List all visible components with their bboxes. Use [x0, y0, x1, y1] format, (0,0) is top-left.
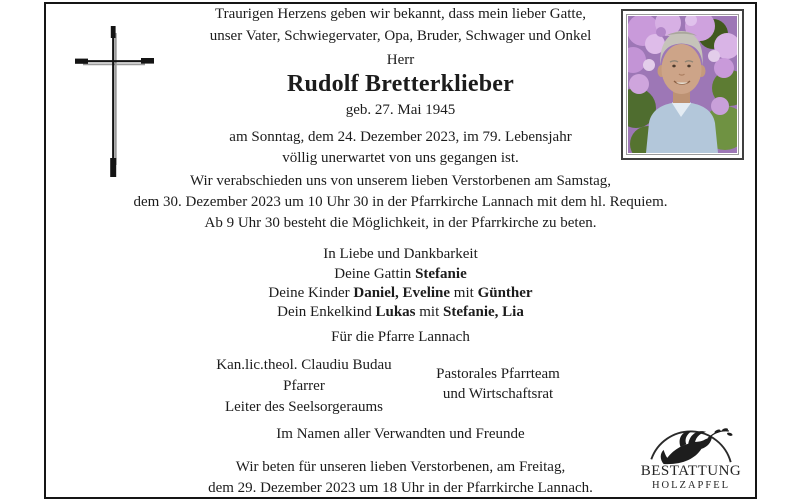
grandchild-connector: mit	[419, 304, 440, 320]
children-partner: Günther	[477, 285, 533, 301]
grandchild-companions: Stefanie, Lia	[443, 304, 524, 320]
funeral-home-name: BESTATTUNG	[640, 463, 742, 479]
clergy-role: Leiter des Seelsorgeraums	[224, 399, 383, 415]
children-names: Daniel, Eveline	[353, 285, 451, 301]
grandchild-name: Lukas	[375, 304, 416, 320]
clergy-name: Kan.lic.theol. Claudiu Budau	[216, 357, 392, 373]
family-grandchild-line	[46, 305, 755, 320]
intro-line-2: unser Vater, Schwiegervater, Opa, Bruder, Schwager und Onkel	[209, 28, 592, 44]
birth-date: geb. 27. Mai 1945	[345, 102, 456, 118]
salutation: Herr	[386, 52, 415, 68]
parish-team-column	[338, 365, 658, 404]
family-children-line	[46, 286, 755, 301]
grandchild-prefix: Dein Enkelkind	[277, 304, 372, 320]
intro-line-1: Traurigen Herzens geben wir bekannt, dass mein lieber Gatte,	[215, 6, 586, 22]
funeral-home-logo	[611, 428, 771, 491]
parish-heading: Für die Pfarre Lannach	[331, 329, 470, 345]
prayer-line-1: Wir beten für unseren lieben Verstorbenen, am Freitag,	[235, 459, 566, 475]
farewell-line-1: Wir verabschieden uns von unserem lieben Verstorbenen am Samstag,	[189, 173, 612, 189]
team-line-2: und Wirtschaftsrat	[442, 385, 554, 402]
relatives-line: Im Namen aller Verwandten und Freunde	[276, 426, 525, 442]
funeral-home-location: HOLZAPFEL	[651, 480, 731, 491]
farewell-line-2: dem 30. Dezember 2023 um 10 Uhr 30 in der Pfarrkirche Lannach mit dem hl. Requiem.	[133, 194, 668, 210]
obituary-card	[44, 2, 757, 499]
children-connector: mit	[453, 285, 474, 301]
wife-names: Stefanie	[415, 266, 467, 282]
team-line-1: Pastorales Pfarrteam	[436, 366, 560, 382]
farewell-line-3: Ab 9 Uhr 30 besteht die Möglichkeit, in der Pfarrkirche zu beten.	[204, 215, 597, 231]
deceased-name: Rudolf Bretterklieber	[286, 71, 515, 97]
death-line-2: völlig unerwartet von uns gegangen ist.	[282, 150, 519, 166]
prayer-line-2: dem 29. Dezember 2023 um 18 Uhr in der Pfarrkirche Lannach.	[208, 480, 593, 496]
family-heading: In Liebe und Dankbarkeit	[323, 246, 478, 262]
family-wife-line	[46, 267, 755, 282]
children-prefix: Deine Kinder	[268, 285, 350, 301]
clergy-title: Pfarrer	[283, 378, 325, 394]
dove-with-olive-branch-icon	[639, 428, 743, 466]
wife-prefix: Deine Gattin	[334, 266, 412, 282]
death-line-1: am Sonntag, dem 24. Dezember 2023, im 79. Lebensjahr	[229, 129, 572, 145]
